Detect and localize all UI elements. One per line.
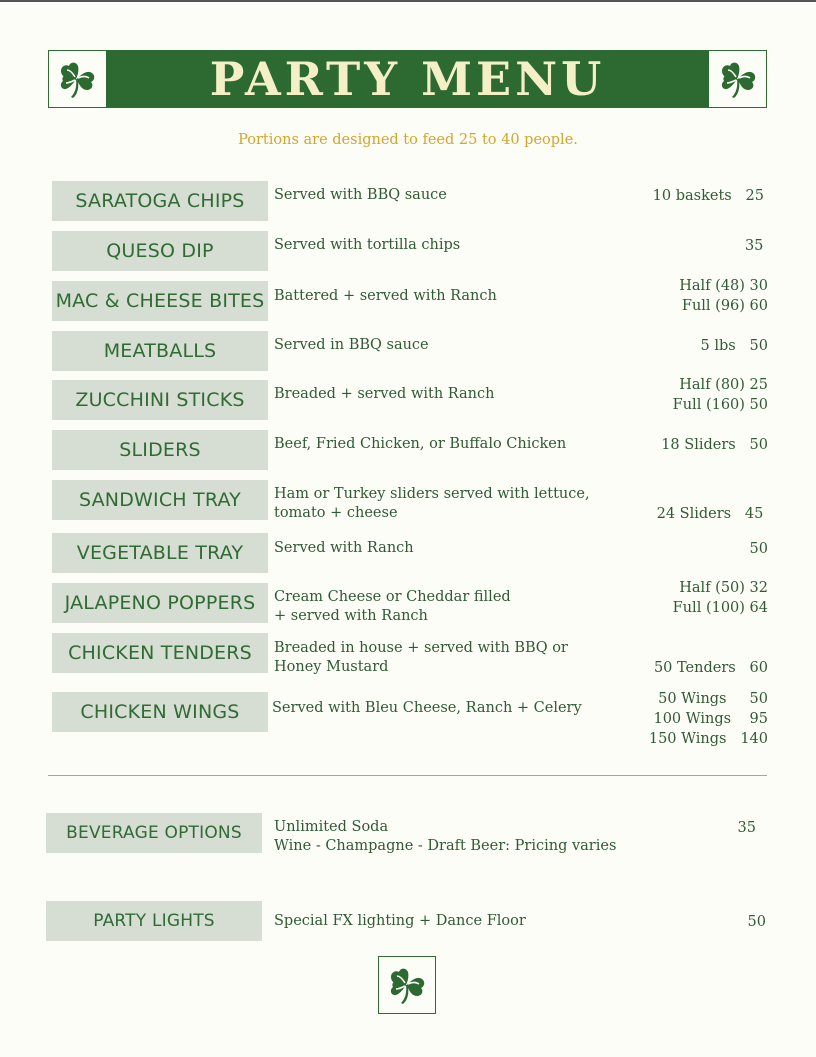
item-description: Unlimited Soda Wine - Champagne - Draft Beer: Pricing varies: [274, 819, 617, 854]
item-description: Battered + served with Ranch: [274, 288, 497, 304]
page-title: PARTY MENU: [209, 52, 606, 106]
item-price: Half (80) 25 Full (160) 50: [672, 377, 768, 413]
item-description: Beef, Fried Chicken, or Buffalo Chicken: [274, 436, 567, 452]
portions-note: Portions are designed to feed 25 to 40 people.: [238, 132, 578, 148]
item-price: 24 Sliders 45: [656, 506, 768, 522]
item-name: JALAPENO POPPERS: [52, 583, 268, 623]
item-price: Half (48) 30 Full (96) 60: [679, 278, 768, 314]
item-price: 50 Wings 50 100 Wings 95 150 Wings 140: [648, 691, 768, 747]
item-description: Served in BBQ sauce: [274, 337, 429, 353]
clover-icon: [385, 963, 429, 1007]
item-description: Served with Bleu Cheese, Ranch + Celery: [272, 700, 582, 716]
item-price: 50: [747, 914, 766, 930]
item-price: 10 baskets 25: [652, 188, 764, 204]
item-price: 50 Tenders 60: [653, 660, 768, 676]
item-description: Served with tortilla chips: [274, 237, 461, 253]
item-name: SARATOGA CHIPS: [52, 181, 268, 221]
item-description: Served with BBQ sauce: [274, 187, 447, 203]
item-name: QUESO DIP: [52, 231, 268, 271]
item-price: 5 lbs 50: [700, 338, 768, 354]
item-name: MAC & CHEESE BITES: [52, 281, 268, 321]
item-name: CHICKEN TENDERS: [52, 633, 268, 673]
clover-icon: [716, 57, 760, 101]
item-description: Served with Ranch: [274, 540, 414, 556]
item-name: BEVERAGE OPTIONS: [46, 813, 262, 853]
footer-logo: [378, 956, 436, 1014]
item-description: Cream Cheese or Cheddar filled + served with Ranch: [274, 589, 511, 624]
item-price: 35: [744, 238, 768, 254]
item-price: 50: [749, 541, 768, 557]
item-description: Breaded in house + served with BBQ or Honey Mustard: [274, 640, 568, 675]
item-price: Half (50) 32 Full (100) 64: [672, 580, 768, 616]
title-bar: [106, 51, 709, 107]
item-description: Special FX lighting + Dance Floor: [274, 913, 526, 929]
item-price: 18 Sliders 50: [661, 437, 768, 453]
item-name: CHICKEN WINGS: [52, 692, 268, 732]
item-price: 35: [737, 820, 756, 836]
item-name: ZUCCHINI STICKS: [52, 380, 268, 420]
item-name: VEGETABLE TRAY: [52, 533, 268, 573]
item-name: MEATBALLS: [52, 331, 268, 371]
item-name: PARTY LIGHTS: [46, 901, 262, 941]
item-description: Ham or Turkey sliders served with lettuce, tomato + cheese: [274, 486, 590, 521]
section-divider: [48, 775, 767, 776]
item-name: SANDWICH TRAY: [52, 480, 268, 520]
item-name: SLIDERS: [52, 430, 268, 470]
item-description: Breaded + served with Ranch: [274, 386, 495, 402]
clover-icon: [55, 57, 99, 101]
menu-header: [48, 50, 767, 108]
top-border-line: [0, 0, 816, 2]
